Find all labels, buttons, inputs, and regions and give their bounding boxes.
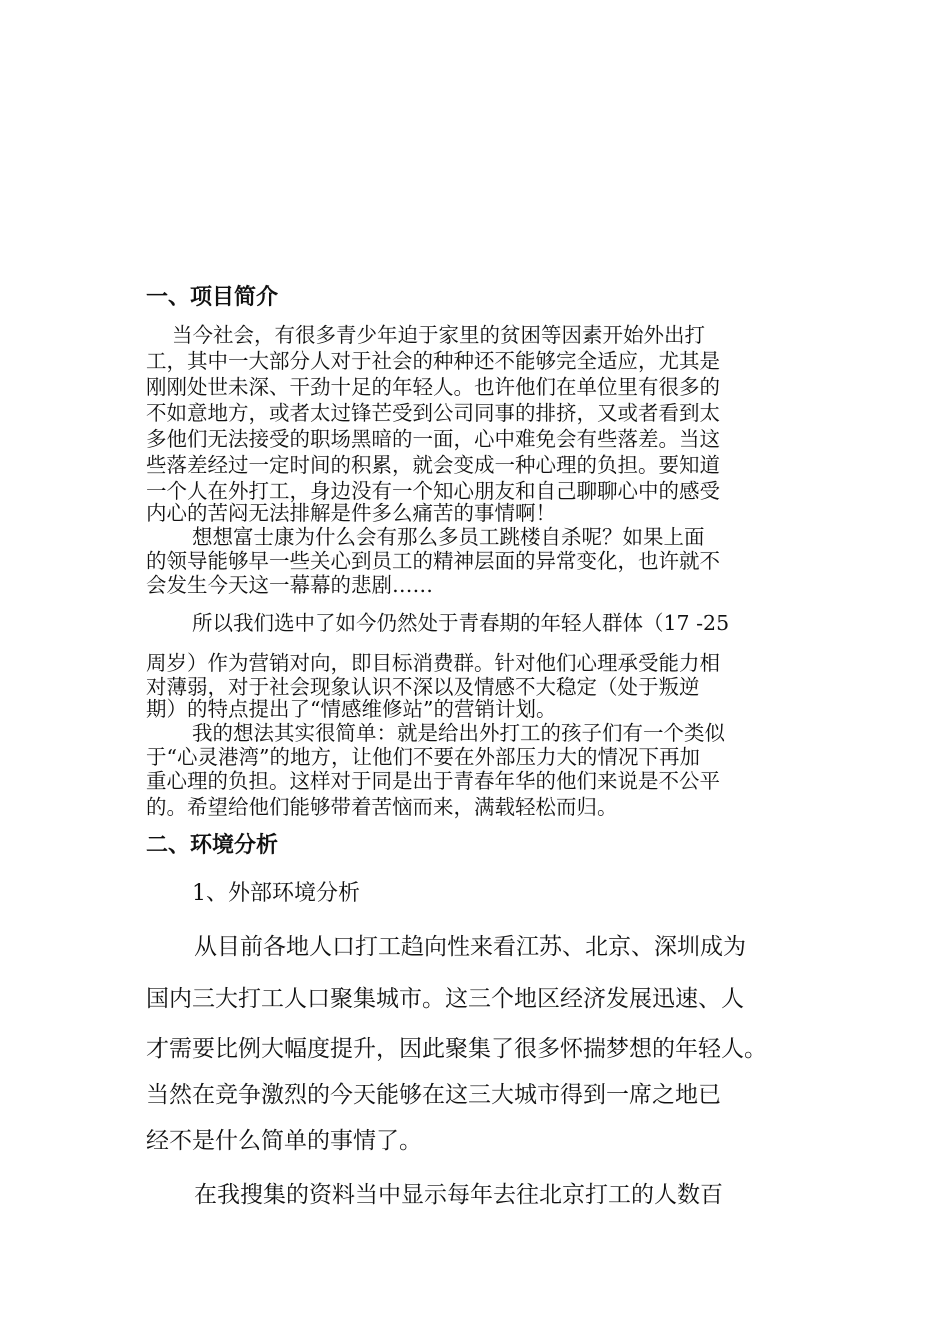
paragraph-line: 的领导能够早一些关心到员工的精神层面的异常变化，也许就不 (146, 549, 720, 573)
paragraph-line: 对薄弱，对于社会现象认识不深以及情感不大稳定（处于叛逆 (146, 675, 700, 699)
section-heading-project-intro: 一、项目简介 (146, 285, 279, 310)
paragraph-line: 从目前各地人口打工趋向性来看江苏、北京、深圳成为 (194, 934, 746, 960)
paragraph-line: 重心理的负担。这样对于同是出于青春年华的他们来说是不公平 (146, 769, 720, 793)
paragraph-line: 所以我们选中了如今仍然处于青春期的年轻人群体（17 -25 (192, 611, 730, 635)
paragraph-line: 经不是什么简单的事情了。 (146, 1128, 422, 1154)
paragraph-line: 国内三大打工人口聚集城市。这三个地区经济发展迅速、人 (146, 986, 744, 1012)
paragraph-line: 工，其中一大部分人对于社会的种种还不能够完全适应，尤其是 (146, 349, 720, 373)
paragraph-line: 不如意地方，或者太过锋芒受到公司同事的排挤，又或者看到太 (146, 401, 720, 425)
paragraph-line: 于“心灵港湾”的地方，让他们不要在外部压力大的情况下再加 (146, 745, 700, 769)
paragraph-line: 一个人在外打工，身边没有一个知心朋友和自己聊聊心中的感受 (146, 479, 720, 503)
paragraph-line: 刚刚处世未深、干劲十足的年轻人。也许他们在单位里有很多的 (146, 375, 720, 399)
paragraph-line: 内心的苦闷无法排解是件多么痛苦的事情啊！ (146, 501, 556, 525)
paragraph-line: 会发生今天这一幕幕的悲剧…… (146, 573, 433, 597)
section-heading-environment-analysis: 二、环境分析 (146, 833, 279, 858)
paragraph-line: 些落差经过一定时间的积累，就会变成一种心理的负担。要知道 (146, 453, 720, 477)
paragraph-line: 多他们无法接受的职场黑暗的一面，心中难免会有些落差。当这 (146, 427, 720, 451)
paragraph-line: 当今社会，有很多青少年迫于家里的贫困等因素开始外出打 (172, 323, 705, 347)
paragraph-line: 周岁）作为营销对向，即目标消费群。针对他们心理承受能力相 (146, 651, 720, 675)
subheading-external-environment: 1、外部环境分析 (192, 881, 360, 906)
paragraph-line: 在我搜集的资料当中显示每年去往北京打工的人数百 (194, 1182, 723, 1208)
paragraph-line: 期）的特点提出了“情感维修站”的营销计划。 (146, 697, 557, 721)
paragraph-line: 才需要比例大幅度提升，因此聚集了很多怀揣梦想的年轻人。 (146, 1036, 767, 1062)
paragraph-line: 我的想法其实很简单：就是给出外打工的孩子们有一个类似 (192, 721, 725, 745)
paragraph-line: 的。希望给他们能够带着苦恼而来，满载轻松而归。 (146, 795, 618, 819)
paragraph-line: 当然在竞争激烈的今天能够在这三大城市得到一席之地已 (146, 1082, 721, 1108)
paragraph-line: 想想富士康为什么会有那么多员工跳楼自杀呢？如果上面 (192, 525, 705, 549)
